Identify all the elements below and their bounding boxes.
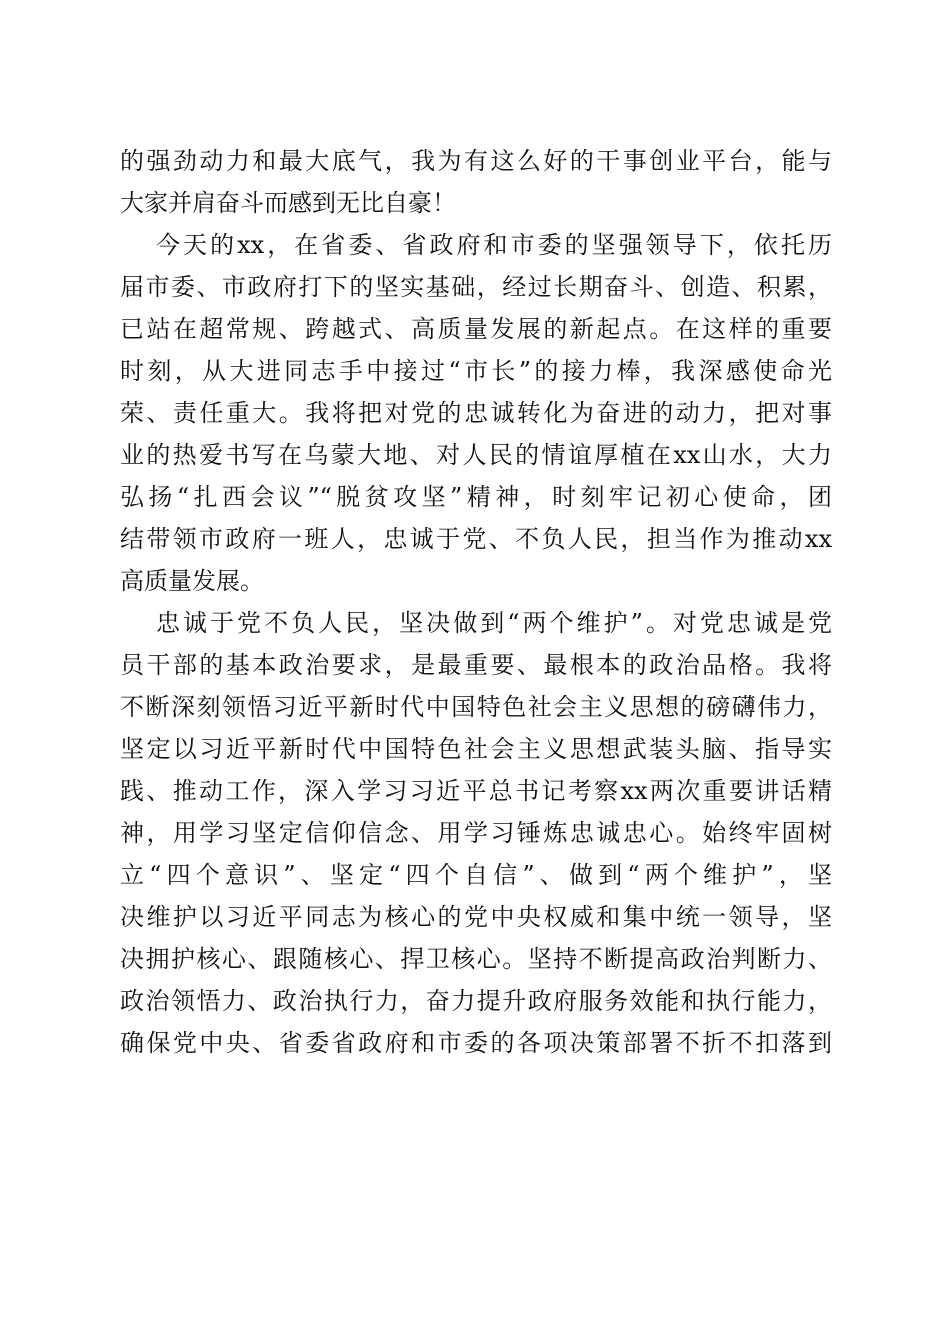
text-line: 确保党中央、省委省政府和市委的各项决策部署不折不扣落到 bbox=[120, 1029, 832, 1057]
text-line: 已站在超常规、跨越式、高质量发展的新起点。在这样的重要 bbox=[120, 315, 832, 343]
text-line: 的强劲动力和最大底气，我为有这么好的干事创业平台，能与 bbox=[120, 147, 832, 175]
text-line: 结带领市政府一班人，忠诚于党、不负人民，担当作为推动xx bbox=[120, 525, 832, 553]
text-line: 立“四个意识”、坚定“四个自信”、做到“两个维护”，坚 bbox=[120, 861, 832, 889]
text-line: 弘扬“扎西会议”“脱贫攻坚”精神，时刻牢记初心使命，团 bbox=[120, 483, 832, 511]
text-line: 决拥护核心、跟随核心、捍卫核心。坚持不断提高政治判断力、 bbox=[120, 945, 832, 973]
text-line: 坚定以习近平新时代中国特色社会主义思想武装头脑、指导实 bbox=[120, 735, 832, 763]
text-line: 员干部的基本政治要求，是最重要、最根本的政治品格。我将 bbox=[120, 651, 832, 679]
text-line: 决维护以习近平同志为核心的党中央权威和集中统一领导，坚 bbox=[120, 903, 832, 931]
paragraph-first-line: 忠诚于党不负人民，坚决做到“两个维护”。对党忠诚是党 bbox=[156, 609, 832, 637]
text-line: 届市委、市政府打下的坚实基础，经过长期奋斗、创造、积累， bbox=[120, 273, 832, 301]
text-line: 时刻，从大进同志手中接过“市长”的接力棒，我深感使命光 bbox=[120, 357, 832, 385]
text-line: 神，用学习坚定信仰信念、用学习锤炼忠诚忠心。始终牢固树 bbox=[120, 819, 832, 847]
document-body bbox=[120, 140, 832, 1064]
text-line: 政治领悟力、政治执行力，奋力提升政府服务效能和执行能力， bbox=[120, 987, 832, 1015]
text-line: 大家并肩奋斗而感到无比自豪！ bbox=[120, 189, 456, 217]
text-line: 践、推动工作，深入学习习近平总书记考察xx两次重要讲话精 bbox=[120, 777, 832, 805]
text-line: 荣、责任重大。我将把对党的忠诚转化为奋进的动力，把对事 bbox=[120, 399, 832, 427]
paragraph-first-line: 今天的xx，在省委、省政府和市委的坚强领导下，依托历 bbox=[156, 231, 832, 259]
text-line: 不断深刻领悟习近平新时代中国特色社会主义思想的磅礴伟力， bbox=[120, 693, 832, 721]
text-line: 业的热爱书写在乌蒙大地、对人民的情谊厚植在xx山水，大力 bbox=[120, 441, 832, 469]
text-line: 高质量发展。 bbox=[120, 567, 264, 595]
